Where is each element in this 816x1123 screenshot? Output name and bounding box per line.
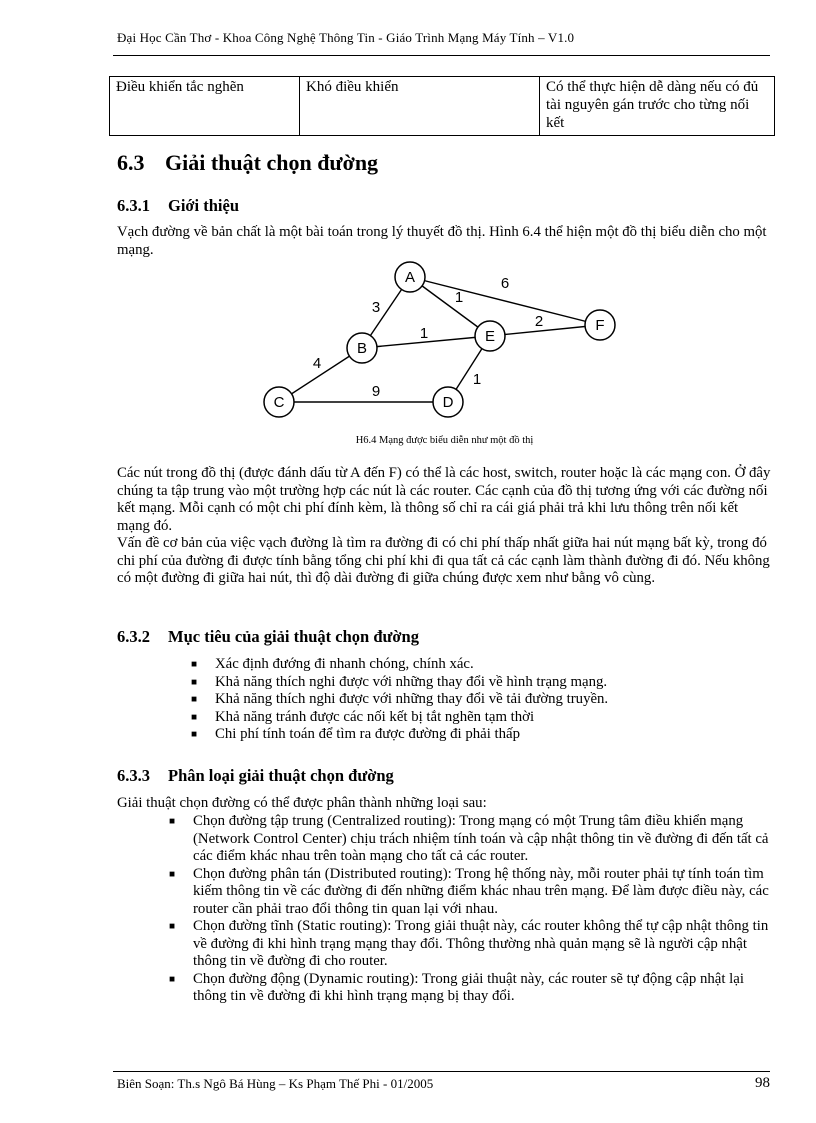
graph-node-label: C <box>273 394 285 411</box>
figure-caption: H6.4 Mạng được biểu diễn như một đồ thị <box>355 435 534 446</box>
graph-node-label: E <box>484 328 496 345</box>
graph-node-A <box>395 262 425 292</box>
bullet-icon: ■ <box>191 694 198 705</box>
bullet-icon: ■ <box>169 973 176 985</box>
edge-weight-label: 2 <box>534 313 544 330</box>
subsection-heading-goals <box>117 627 419 647</box>
list-item <box>189 674 769 692</box>
list-item <box>167 971 771 1006</box>
table-row <box>110 77 775 136</box>
list-item <box>189 656 769 674</box>
list-item-text: Chi phí tính toán để tìm ra được đường đi phải thấp <box>215 726 520 742</box>
list-item <box>167 866 771 919</box>
section-number: 6.3 <box>117 150 145 175</box>
edge-weight-label: 1 <box>454 289 464 306</box>
list-item-text: Khả năng thích nghi được với những thay đổi về hình trạng mạng. <box>215 673 608 690</box>
graph-edge-E-F <box>490 325 600 336</box>
footer-rule <box>113 1071 770 1072</box>
section-heading <box>117 150 378 176</box>
graph-node-label: D <box>442 394 454 411</box>
list-item-text: Chọn đường động (Dynamic routing): Trong giải thuật này, các router sẽ tự động cập nhật lại thông tin về đường đi khi hình trạng mạng bị thay đổi. <box>193 970 744 1004</box>
list-item-text: Chọn đường tĩnh (Static routing): Trong giải thuật này, các router không thể tự cập nhật thông tin về đường đi khi hình trạng mạng thay đổi. Thông thường nhà quản mạng sẽ là người cập nhật thông tin về đường đi cho router. <box>193 918 769 969</box>
header-rule <box>113 55 770 56</box>
graph-node-F <box>585 310 615 340</box>
subsection-heading-types <box>117 766 394 786</box>
paragraph-shortest-path: Vấn đề cơ bản của việc vạch đường là tìm ra đường đi có chi phí thấp nhất giữa hai nút mạng bất kỳ, trong đó chi phí của đường đi được tính bằng tổng chi phí khi đi qua tất cả các cạnh làm thành đường đi đó. Nếu không có một đường đi giữa hai nút, thì độ dài đường đi giữa chúng được xem như bằng vô cùng. <box>117 535 770 586</box>
graph-node-label: F <box>595 317 605 334</box>
paragraph-nodes: Các nút trong đồ thị (được đánh dấu từ A đến F) có thể là các host, switch, router hoặc là các mạng con. Ở đây chúng ta tập trung vào một trường hợp các nút là các router. Các cạnh của đồ thị tương ứng với các đường nối kết mạng. Mỗi cạnh có một chi phí đính kèm, là thông số chỉ ra cái giá phải trả khi lưu thông trên nối kết mạng đó. <box>117 465 771 534</box>
intro-paragraph <box>117 224 772 259</box>
table-cell: Có thể thực hiện dễ dàng nếu có đủ tài nguyên gán trước cho từng nối kết <box>540 77 775 136</box>
graph-node-D <box>433 387 463 417</box>
bullet-icon: ■ <box>191 676 198 688</box>
types-list <box>167 813 771 1006</box>
section-title: Giải thuật chọn đường <box>165 150 379 175</box>
bullet-icon: ■ <box>169 921 176 932</box>
edge-weight-label: 1 <box>419 325 429 342</box>
list-item-text: Khả năng thích nghi được với những thay đổi về tải đường truyền. <box>215 691 609 707</box>
list-item <box>189 691 769 709</box>
edge-weight-label: 3 <box>371 299 381 316</box>
graph-node-label: A <box>404 269 416 286</box>
types-intro <box>117 795 772 813</box>
list-item-text: Chọn đường tập trung (Centralized routing): Trong mạng có một Trung tâm điều khiển mạng (Network Control Center) chịu trách nhiệm tính toán và cập nhật thông tin về đường đi đến tất cả các điểm khác nhau trên toàn mạng cho tất cả các router. <box>193 813 769 864</box>
footer-author: Biên Soạn: Th.s Ngô Bá Hùng – Ks Phạm Thế Phi - 01/2005 <box>117 1076 434 1091</box>
paragraph-text: Giải thuật chọn đường có thể được phân thành những loại sau: <box>117 795 487 811</box>
graph-node-C <box>264 387 294 417</box>
bullet-icon: ■ <box>191 711 198 723</box>
list-item-text: Xác định đướng đi nhanh chóng, chính xác. <box>215 656 474 672</box>
edge-weight-label: 1 <box>472 371 482 388</box>
graph-node-label: B <box>356 340 368 357</box>
graph-node-B <box>347 333 377 363</box>
subsection-title: Mục tiêu của giải thuật chọn đường <box>168 627 419 646</box>
bullet-icon: ■ <box>191 659 198 670</box>
running-header: Đại Học Cần Thơ - Khoa Công Nghệ Thông Tin - Giáo Trình Mạng Máy Tính – V1.0 <box>117 30 575 45</box>
subsection-heading-intro <box>117 196 239 216</box>
edge-weight-label: 4 <box>312 355 322 372</box>
edge-weight-label: 9 <box>371 383 381 400</box>
edge-weight-label: 6 <box>500 275 510 292</box>
bullet-icon: ■ <box>191 729 198 740</box>
bullet-icon: ■ <box>169 868 176 880</box>
subsection-number: 6.3.2 <box>117 627 150 646</box>
subsection-number: 6.3.1 <box>117 196 150 215</box>
paragraph-text: Vạch đường về bản chất là một bài toán trong lý thuyết đồ thị. Hình 6.4 thể hiện một đồ thị biểu diễn cho một mạng. <box>117 224 767 258</box>
subsection-title: Phân loại giải thuật chọn đường <box>168 766 394 785</box>
table-cell: Khó điều khiển <box>300 77 540 136</box>
goals-list <box>189 656 769 744</box>
subsection-number: 6.3.3 <box>117 766 150 785</box>
bullet-icon: ■ <box>169 816 176 827</box>
network-graph-figure <box>250 256 630 428</box>
list-item <box>167 813 771 866</box>
graph-node-E <box>475 321 505 351</box>
list-item-text: Khả năng tránh được các nối kết bị tắt nghẽn tạm thời <box>215 708 535 725</box>
subsection-title: Giới thiệu <box>168 196 240 215</box>
list-item <box>189 726 769 744</box>
list-item-text: Chọn đường phân tán (Distributed routing): Trong hệ thống này, mỗi router phải tự tính toán tìm kiếm thông tin về các đường đi đến những điểm khác nhau trên mạng. Để làm được điều này, các router cần phải trao đổi thông tin quan lại với nhau. <box>193 865 769 917</box>
comparison-table-fragment <box>109 76 775 136</box>
list-item <box>189 709 769 727</box>
table-cell: Điều khiển tắc nghẽn <box>110 77 300 136</box>
list-item <box>167 918 771 971</box>
body-paragraphs <box>117 465 772 588</box>
page-number: 98 <box>755 1075 770 1091</box>
